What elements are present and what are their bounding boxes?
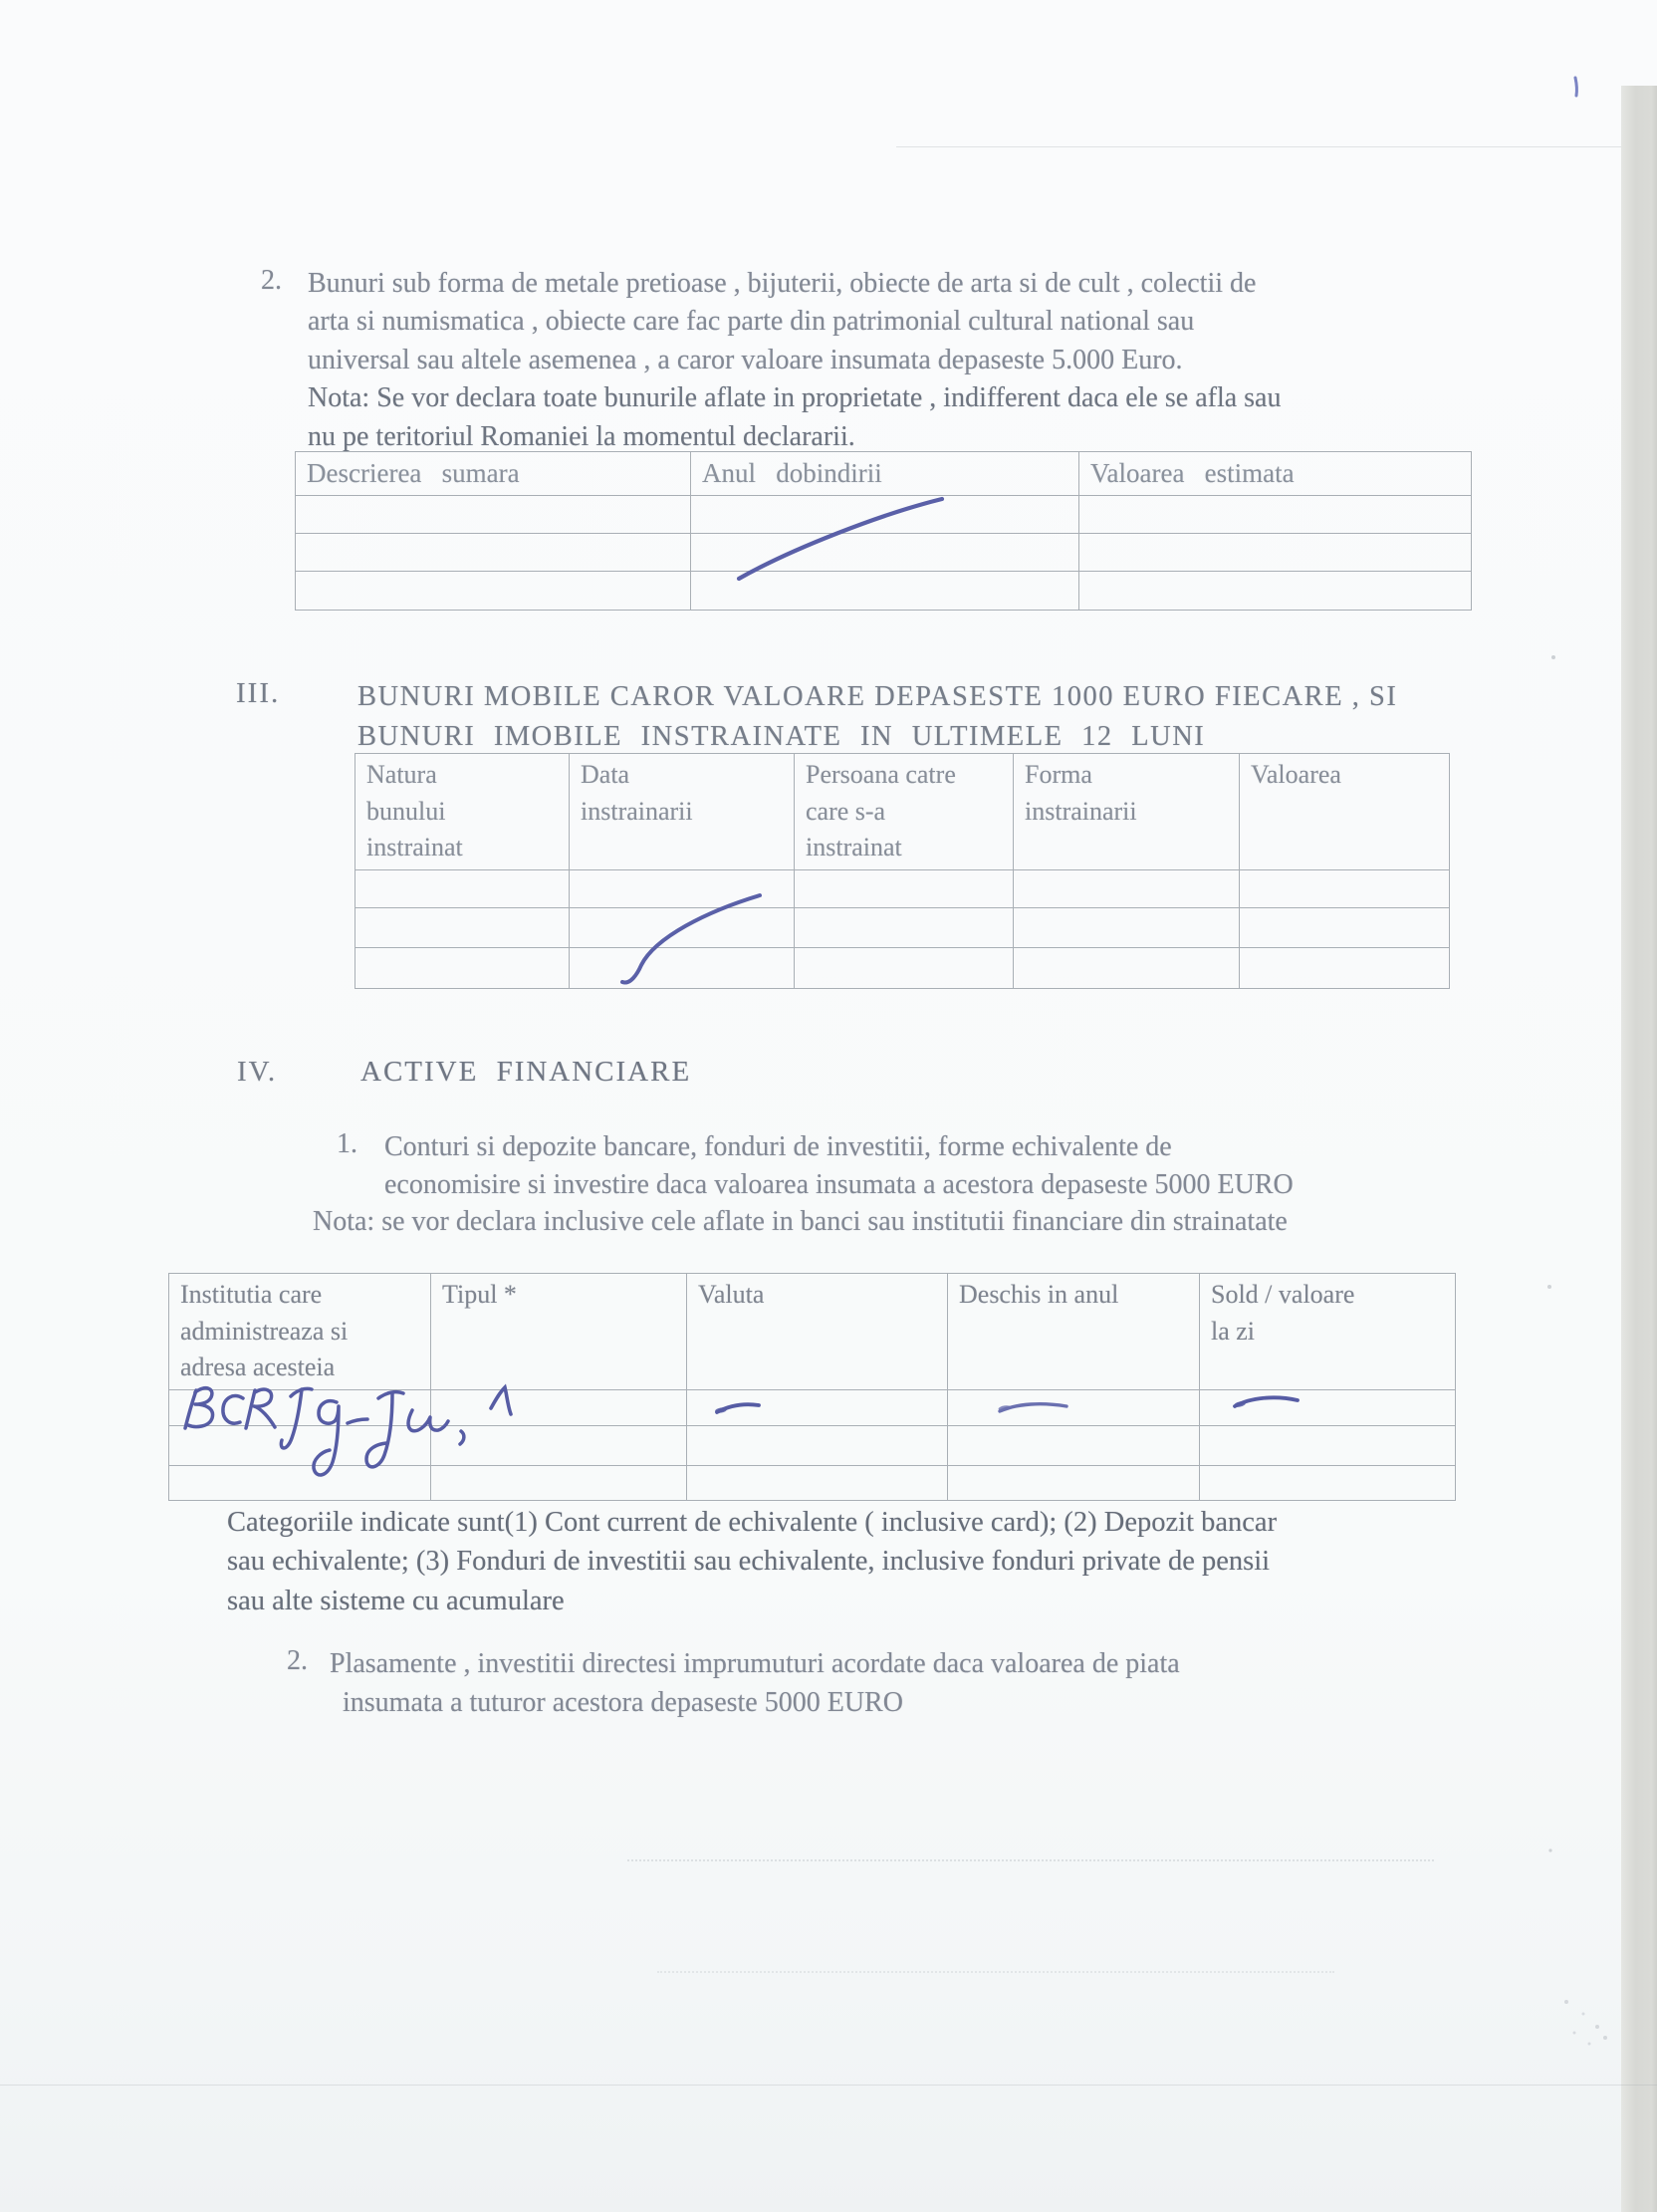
section-iii-numeral: III.	[236, 677, 281, 709]
paragraph-line: universal sau altele asemenea , a caror valoare insumata depaseste 5.000 Euro.	[308, 344, 1183, 375]
item-number: 1.	[337, 1128, 357, 1159]
item-number: 2.	[261, 265, 282, 296]
empty-cell	[948, 1465, 1200, 1500]
empty-cell	[1200, 1425, 1456, 1465]
table-header-row	[355, 754, 1450, 870]
table-row	[355, 947, 1450, 988]
cell-deschis-handwritten	[948, 1389, 1200, 1425]
section-iii-title	[357, 677, 1463, 756]
empty-cell	[355, 869, 570, 907]
empty-cell	[1240, 947, 1450, 988]
empty-cell	[355, 907, 570, 947]
paragraph-line: arta si numismatica , obiecte care fac parte din patrimonial cultural national sau	[308, 306, 1195, 338]
empty-cell	[1240, 869, 1450, 907]
table-row	[296, 571, 1472, 610]
footnote-line: sau alte sisteme cu acumulare	[227, 1585, 565, 1616]
cell-institutia-handwritten	[169, 1389, 431, 1425]
table-header-row	[296, 452, 1472, 496]
cell-valuta-handwritten	[687, 1389, 948, 1425]
nota-line: Nota: se vor declara inclusive cele aflate in banci sau institutii financiare din strainatate	[313, 1206, 1288, 1237]
scan-crease-line	[896, 146, 1621, 147]
scan-ghost-line	[627, 1859, 1434, 1861]
empty-cell	[1014, 907, 1240, 947]
scan-crease-line	[0, 2085, 1657, 2086]
table-header-row	[169, 1274, 1456, 1390]
empty-cell	[795, 907, 1014, 947]
column-header: Valoarea	[1240, 754, 1450, 870]
table-row	[355, 907, 1450, 947]
table-row	[296, 533, 1472, 571]
item-number: 2.	[287, 1645, 308, 1676]
empty-cell	[296, 495, 691, 533]
empty-cell	[1200, 1465, 1456, 1500]
paragraph-bunuri-valoroase	[308, 265, 1463, 456]
cell-tipul-handwritten	[431, 1389, 687, 1425]
footnote-line: Categoriile indicate sunt(1) Cont current de echivalente ( inclusive card); (2) Depozit bancar	[227, 1507, 1278, 1538]
section-iv-numeral: IV.	[237, 1056, 278, 1088]
paragraph-line: Plasamente , investitii directesi imprumuturi acordate daca valoarea de piata	[330, 1648, 1180, 1679]
scan-ghost-line	[657, 1971, 1334, 1973]
empty-cell	[1079, 533, 1472, 571]
column-header: Forma instrainarii	[1014, 754, 1240, 870]
empty-cell	[687, 1465, 948, 1500]
empty-cell	[570, 869, 795, 907]
column-header: Data instrainarii	[570, 754, 795, 870]
column-header: Valoarea estimata	[1079, 452, 1472, 496]
empty-cell	[691, 533, 1079, 571]
empty-cell	[1079, 571, 1472, 610]
empty-cell	[169, 1425, 431, 1465]
section-iv-title: ACTIVE FINANCIARE	[360, 1056, 692, 1088]
empty-cell	[431, 1425, 687, 1465]
empty-cell	[691, 571, 1079, 610]
column-header: Sold / valoare la zi	[1200, 1274, 1456, 1390]
table-conturi-bancare	[168, 1273, 1456, 1501]
paragraph-plasamente	[330, 1645, 1445, 1722]
empty-cell	[570, 947, 795, 988]
paragraph-line: Conturi si depozite bancare, fonduri de investitii, forme echivalente de	[384, 1131, 1172, 1162]
table-bunuri-valoroase	[295, 451, 1472, 611]
column-header: Institutia care administreaza si adresa acesteia	[169, 1274, 431, 1390]
table-row-handwritten	[169, 1389, 1456, 1425]
scan-specks	[1547, 655, 1607, 2046]
section-title-line: BUNURI IMOBILE INSTRAINATE IN ULTIMELE 12 LUNI	[357, 720, 1206, 752]
column-header: Persoana catre care s-a instrainat	[795, 754, 1014, 870]
paragraph-line: economisire si investire daca valoarea insumata a acestora depaseste 5000 EURO	[384, 1168, 1294, 1200]
empty-cell	[169, 1465, 431, 1500]
empty-cell	[795, 869, 1014, 907]
table-row	[169, 1425, 1456, 1465]
column-header: Valuta	[687, 1274, 948, 1390]
column-header: Descrierea sumara	[296, 452, 691, 496]
empty-cell	[795, 947, 1014, 988]
table-row	[169, 1465, 1456, 1500]
paragraph-conturi	[384, 1128, 1500, 1203]
empty-cell	[296, 533, 691, 571]
table-row	[296, 495, 1472, 533]
scan-edge-shadow	[1621, 86, 1657, 2212]
empty-cell	[691, 495, 1079, 533]
column-header: Natura bunului instrainat	[355, 754, 570, 870]
paragraph-line: Nota: Se vor declara toate bunurile aflate in proprietate , indifferent daca ele se afla sau	[308, 382, 1282, 414]
empty-cell	[431, 1465, 687, 1500]
column-header: Anul dobindirii	[691, 452, 1079, 496]
column-header: Tipul *	[431, 1274, 687, 1390]
footnote-line: sau echivalente; (3) Fonduri de investitii sau echivalente, inclusive fonduri private de pensii	[227, 1546, 1271, 1578]
empty-cell	[296, 571, 691, 610]
empty-cell	[1014, 869, 1240, 907]
section-title-line: BUNURI MOBILE CAROR VALOARE DEPASESTE 1000 EURO FIECARE , SI	[357, 681, 1398, 712]
column-header: Deschis in anul	[948, 1274, 1200, 1390]
empty-cell	[948, 1425, 1200, 1465]
empty-cell	[570, 907, 795, 947]
empty-cell	[1240, 907, 1450, 947]
paragraph-line: Bunuri sub forma de metale pretioase , bijuterii, obiecte de arta si de cult , colectii de	[308, 268, 1257, 299]
paragraph-line: nu pe teritoriul Romaniei la momentul declararii.	[308, 420, 855, 452]
table-bunuri-instrainate	[355, 753, 1450, 989]
paragraph-line: insumata a tuturor acestora depaseste 5000 EURO	[343, 1686, 903, 1718]
empty-cell	[1014, 947, 1240, 988]
ink-tick-top-right	[1575, 78, 1577, 96]
empty-cell	[1079, 495, 1472, 533]
cell-sold-handwritten	[1200, 1389, 1456, 1425]
table-row	[355, 869, 1450, 907]
categories-footnote	[227, 1503, 1482, 1620]
empty-cell	[687, 1425, 948, 1465]
empty-cell	[355, 947, 570, 988]
